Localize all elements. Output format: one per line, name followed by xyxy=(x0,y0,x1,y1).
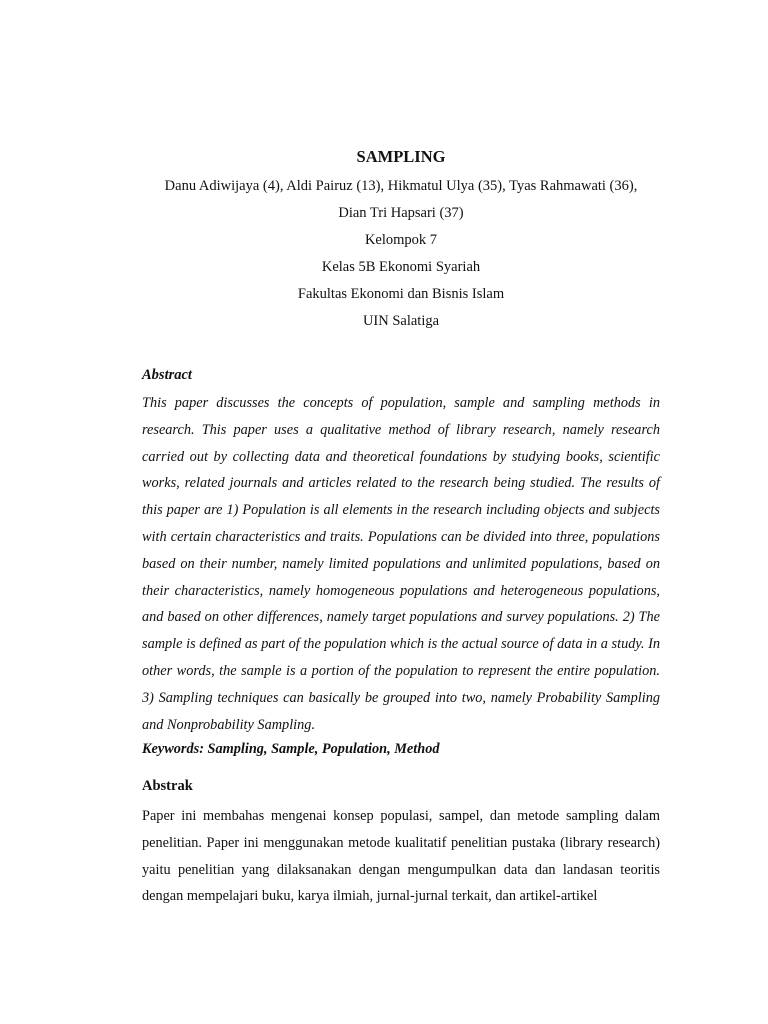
authors-line-1: Danu Adiwijaya (4), Aldi Pairuz (13), Hikmatul Ulya (35), Tyas Rahmawati (36), xyxy=(164,178,638,194)
abstract-body: This paper discusses the concepts of population, sample and sampling methods in research. This paper uses a qualitative method of library research, namely research carried out by collecting data and theoretical foundations by studying books, scientific works, related journals and articles related to the research being studied. The results of this paper are 1) Population is all elements in the research including objects and subjects with certain characteristics and traits. Populations can be divided into three, populations based on their number, namely limited populations and unlimited populations, based on their characteristics, namely homogeneous populations and heterogeneous populations, and based on other differences, namely target populations and survey populations. 2) The sample is defined as part of the population which is the actual source of data in a study. In other words, the sample is a portion of the population to represent the entire population. 3) Sampling techniques can basically be grouped into two, namely Probability Sampling and Nonprobability Sampling. xyxy=(142,395,660,733)
group-name: Kelompok 7 xyxy=(364,232,438,248)
keywords: Keywords: Sampling, Sample, Population, Method xyxy=(142,741,440,757)
authors-line-2: Dian Tri Hapsari (37) xyxy=(338,205,464,221)
university-name: UIN Salatiga xyxy=(362,313,440,329)
paper-title: SAMPLING xyxy=(356,147,446,166)
faculty-name: Fakultas Ekonomi dan Bisnis Islam xyxy=(297,286,505,302)
abstract-heading: Abstract xyxy=(142,367,192,383)
abstrak-heading: Abstrak xyxy=(142,778,193,794)
abstrak-body: Paper ini membahas mengenai konsep populasi, sampel, dan metode sampling dalam penelitian. Paper ini menggunakan metode kualitatif penelitian pustaka (library research) yaitu penelitian yang dilaksanakan dengan mengumpulkan data dan landasan teoritis dengan mempelajari buku, karya ilmiah, jurnal-jurnal terkait, dan artikel-artikel xyxy=(142,808,660,905)
class-name: Kelas 5B Ekonomi Syariah xyxy=(321,259,481,275)
